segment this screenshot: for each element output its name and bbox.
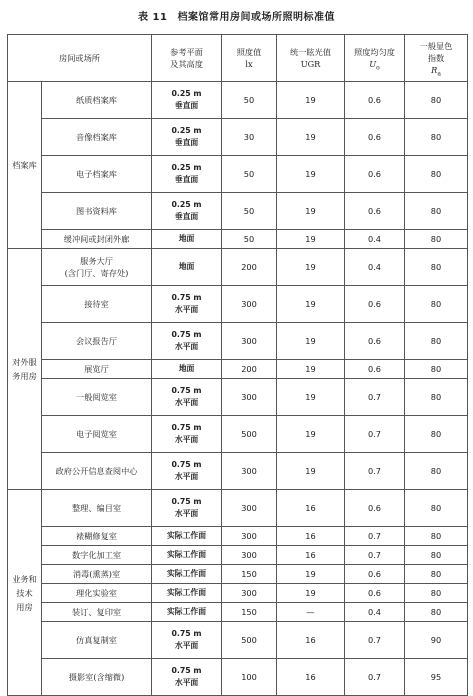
room-name: 音像档案库 — [76, 132, 117, 142]
table-row — [8, 119, 468, 156]
cri-cell: 80 — [405, 249, 468, 286]
ugr-cell: 19 — [277, 416, 345, 453]
reference-plane-text: 垂直面 — [174, 101, 199, 110]
ugr-cell: 16 — [277, 546, 345, 565]
ugr-cell: 19 — [277, 119, 345, 156]
reference-plane-text: 垂直面 — [174, 138, 199, 147]
group-label-line: 业务和 — [12, 573, 37, 584]
reference-plane-text: 实际工作面 — [167, 531, 206, 540]
reference-plane-text: 水平面 — [174, 509, 199, 518]
reference-plane-cell — [152, 119, 222, 156]
cri-cell: 80 — [405, 193, 468, 230]
room-cell — [42, 584, 152, 603]
reference-plane-cell — [152, 379, 222, 416]
uniformity-cell: 0.6 — [345, 286, 405, 323]
header-cri — [405, 35, 468, 82]
group-label — [8, 249, 42, 490]
reference-plane-text: 地面 — [178, 234, 195, 243]
room-cell — [42, 193, 152, 230]
illuminance-cell: 200 — [222, 360, 277, 379]
table-row — [8, 193, 468, 230]
room-name: 服务大厅 — [80, 256, 113, 266]
room-cell — [42, 659, 152, 696]
reference-plane-text: 水平面 — [174, 398, 199, 407]
reference-plane-cell — [152, 603, 222, 622]
reference-plane-cell — [152, 546, 222, 565]
table-row — [8, 584, 468, 603]
room-cell — [42, 546, 152, 565]
reference-plane-text: 0.25 m — [171, 163, 202, 172]
illuminance-cell: 300 — [222, 546, 277, 565]
room-cell — [42, 230, 152, 249]
reference-plane-cell — [152, 490, 222, 527]
lighting-standard-table — [7, 34, 468, 696]
header-uniformity-symbol: U — [369, 59, 377, 69]
illuminance-cell: 100 — [222, 659, 277, 696]
room-cell — [42, 490, 152, 527]
reference-plane-text: 0.75 m — [171, 330, 202, 339]
uniformity-cell: 0.6 — [345, 193, 405, 230]
uniformity-cell: 0.6 — [345, 119, 405, 156]
group-label — [8, 82, 42, 249]
group-label-line: 用房 — [16, 601, 33, 612]
table-number: 表 11 — [138, 12, 168, 23]
illuminance-cell: 200 — [222, 249, 277, 286]
illuminance-cell: 50 — [222, 230, 277, 249]
cri-cell: 80 — [405, 230, 468, 249]
reference-plane-cell — [152, 286, 222, 323]
ugr-cell: 19 — [277, 584, 345, 603]
cri-cell: 95 — [405, 659, 468, 696]
room-cell — [42, 82, 152, 119]
header-ugr — [277, 35, 345, 82]
room-cell — [42, 379, 152, 416]
room-name: 数字化加工室 — [71, 550, 122, 560]
header-cri-symbol: R — [431, 65, 438, 75]
reference-plane-text: 0.75 m — [171, 293, 202, 302]
cri-cell: 80 — [405, 527, 468, 546]
group-label — [8, 490, 42, 696]
reference-plane-cell — [152, 193, 222, 230]
table-row — [8, 565, 468, 584]
room-name: 理化实验室 — [76, 588, 117, 598]
illuminance-cell: 50 — [222, 156, 277, 193]
illuminance-cell: 300 — [222, 323, 277, 360]
table-row — [8, 379, 468, 416]
cri-cell: 80 — [405, 286, 468, 323]
reference-plane-text: 0.25 m — [171, 200, 202, 209]
room-name: 会议报告厅 — [76, 336, 117, 346]
reference-plane-text: 地面 — [178, 364, 195, 373]
room-cell — [42, 119, 152, 156]
cri-cell: 80 — [405, 416, 468, 453]
room-name: 图书资料库 — [76, 206, 117, 216]
header-lux-unit: lx — [245, 59, 253, 69]
reference-plane-text: 0.25 m — [171, 126, 202, 135]
room-cell — [42, 416, 152, 453]
room-cell — [42, 453, 152, 490]
ugr-cell: 19 — [277, 323, 345, 360]
reference-plane-text: 0.75 m — [171, 497, 202, 506]
uniformity-cell: 0.7 — [345, 379, 405, 416]
cri-cell: 80 — [405, 603, 468, 622]
illuminance-cell: 50 — [222, 193, 277, 230]
reference-plane-text: 水平面 — [174, 472, 199, 481]
room-name: 摄影室(含缩微) — [68, 672, 125, 682]
uniformity-cell: 0.6 — [345, 565, 405, 584]
illuminance-cell: 300 — [222, 453, 277, 490]
illuminance-cell: 150 — [222, 565, 277, 584]
reference-plane-text: 水平面 — [174, 641, 199, 650]
header-row — [8, 35, 468, 82]
group-label-line: 档案库 — [12, 160, 37, 170]
table-row — [8, 156, 468, 193]
room-name: 装订、复印室 — [71, 607, 122, 617]
ugr-cell: — — [277, 603, 345, 622]
table-row — [8, 622, 468, 659]
reference-plane-cell — [152, 323, 222, 360]
header-uniformity-sub: o — [376, 64, 380, 72]
reference-plane-text: 水平面 — [174, 435, 199, 444]
reference-plane-text: 0.25 m — [171, 89, 202, 98]
reference-plane-text: 垂直面 — [174, 212, 199, 221]
cri-cell: 80 — [405, 565, 468, 584]
cri-cell: 80 — [405, 453, 468, 490]
cri-cell: 80 — [405, 360, 468, 379]
table-row — [8, 453, 468, 490]
uniformity-cell: 0.6 — [345, 490, 405, 527]
table-caption — [0, 8, 473, 23]
room-cell — [42, 527, 152, 546]
header-illuminance — [222, 35, 277, 82]
uniformity-cell: 0.4 — [345, 603, 405, 622]
room-name: 电子阅览室 — [76, 429, 117, 439]
reference-plane-cell — [152, 230, 222, 249]
uniformity-cell: 0.6 — [345, 360, 405, 379]
illuminance-cell: 500 — [222, 416, 277, 453]
ugr-cell: 19 — [277, 156, 345, 193]
reference-plane-cell — [152, 584, 222, 603]
room-name: 整理、编目室 — [71, 503, 122, 513]
room-cell — [42, 603, 152, 622]
header-lux-line1: 照度值 — [236, 47, 262, 57]
reference-plane-text: 0.75 m — [171, 460, 202, 469]
reference-plane-cell — [152, 565, 222, 584]
reference-plane-cell — [152, 156, 222, 193]
header-cri-line2: 指数 — [427, 53, 445, 63]
ugr-cell: 16 — [277, 622, 345, 659]
header-ref-plane-line1: 参考平面 — [170, 47, 203, 57]
table-title: 档案馆常用房间或场所照明标准值 — [177, 12, 335, 23]
illuminance-cell: 300 — [222, 584, 277, 603]
header-ugr-line2: UGR — [300, 59, 321, 69]
cri-cell: 80 — [405, 490, 468, 527]
cri-cell: 80 — [405, 82, 468, 119]
table-row — [8, 659, 468, 696]
room-name: 电子档案库 — [76, 169, 117, 179]
uniformity-cell: 0.4 — [345, 230, 405, 249]
reference-plane-text: 水平面 — [174, 305, 199, 314]
uniformity-cell: 0.6 — [345, 156, 405, 193]
uniformity-cell: 0.4 — [345, 249, 405, 286]
uniformity-cell: 0.7 — [345, 527, 405, 546]
room-cell — [42, 286, 152, 323]
ugr-cell: 19 — [277, 193, 345, 230]
reference-plane-text: 0.75 m — [171, 629, 202, 638]
table-row — [8, 323, 468, 360]
cri-cell: 80 — [405, 156, 468, 193]
header-uniformity-line1: 照度均匀度 — [354, 47, 395, 57]
ugr-cell: 19 — [277, 565, 345, 584]
header-ref-plane-line2: 及其高度 — [170, 59, 203, 69]
cri-cell: 80 — [405, 119, 468, 156]
table-row — [8, 416, 468, 453]
room-cell — [42, 565, 152, 584]
reference-plane-text: 实际工作面 — [167, 588, 206, 597]
cri-cell: 90 — [405, 622, 468, 659]
reference-plane-text: 垂直面 — [174, 175, 199, 184]
illuminance-cell: 150 — [222, 603, 277, 622]
table-row — [8, 527, 468, 546]
cri-cell: 80 — [405, 546, 468, 565]
reference-plane-cell — [152, 453, 222, 490]
table-row — [8, 546, 468, 565]
group-label-line: 对外服 — [12, 357, 37, 367]
ugr-cell: 19 — [277, 286, 345, 323]
table-row — [8, 249, 468, 286]
ugr-cell: 19 — [277, 230, 345, 249]
reference-plane-text: 地面 — [178, 262, 195, 271]
room-name: 展览厅 — [84, 364, 109, 374]
reference-plane-text: 0.75 m — [171, 666, 202, 675]
table-body — [8, 82, 468, 696]
uniformity-cell: 0.7 — [345, 659, 405, 696]
illuminance-cell: 30 — [222, 119, 277, 156]
illuminance-cell: 50 — [222, 82, 277, 119]
reference-plane-text: 水平面 — [174, 342, 199, 351]
reference-plane-cell — [152, 82, 222, 119]
table-row — [8, 603, 468, 622]
cri-cell: 80 — [405, 323, 468, 360]
room-cell — [42, 323, 152, 360]
room-cell — [42, 156, 152, 193]
table-row — [8, 286, 468, 323]
illuminance-cell: 300 — [222, 490, 277, 527]
room-cell — [42, 249, 152, 286]
reference-plane-cell — [152, 622, 222, 659]
illuminance-cell: 300 — [222, 379, 277, 416]
ugr-cell: 19 — [277, 453, 345, 490]
ugr-cell: 16 — [277, 659, 345, 696]
header-cri-sub: a — [437, 70, 441, 78]
reference-plane-text: 实际工作面 — [167, 607, 206, 616]
room-name: (含门厅、寄存处) — [64, 268, 129, 278]
reference-plane-text: 0.75 m — [171, 386, 202, 395]
room-name: 一般阅览室 — [76, 392, 117, 402]
illuminance-cell: 500 — [222, 622, 277, 659]
uniformity-cell: 0.7 — [345, 546, 405, 565]
ugr-cell: 19 — [277, 249, 345, 286]
illuminance-cell: 300 — [222, 286, 277, 323]
reference-plane-cell — [152, 360, 222, 379]
room-name: 政府公开信息查阅中心 — [55, 466, 138, 476]
uniformity-cell: 0.7 — [345, 453, 405, 490]
cri-cell: 80 — [405, 584, 468, 603]
table-row — [8, 490, 468, 527]
room-name: 纸质档案库 — [76, 95, 117, 105]
reference-plane-text: 水平面 — [174, 678, 199, 687]
illuminance-cell: 300 — [222, 527, 277, 546]
header-ugr-line1: 统一眩光值 — [290, 47, 331, 57]
room-name: 缓冲间或封闭外廊 — [63, 234, 130, 244]
reference-plane-cell — [152, 659, 222, 696]
table-row — [8, 82, 468, 119]
ugr-cell: 16 — [277, 527, 345, 546]
uniformity-cell: 0.6 — [345, 584, 405, 603]
uniformity-cell: 0.6 — [345, 82, 405, 119]
room-name: 消毒(熏蒸)室 — [72, 569, 121, 579]
ugr-cell: 19 — [277, 360, 345, 379]
room-name: 裱糊修复室 — [76, 531, 117, 541]
group-label-line: 技术 — [16, 587, 33, 598]
reference-plane-text: 实际工作面 — [167, 550, 206, 559]
room-name: 接待室 — [84, 299, 109, 309]
reference-plane-text: 0.75 m — [171, 423, 202, 432]
reference-plane-cell — [152, 249, 222, 286]
uniformity-cell: 0.6 — [345, 323, 405, 360]
reference-plane-cell — [152, 416, 222, 453]
uniformity-cell: 0.7 — [345, 416, 405, 453]
header-reference-plane — [152, 35, 222, 82]
room-name: 仿真复制室 — [76, 635, 117, 645]
header-room: 房间或场所 — [8, 35, 152, 82]
group-label-line: 务用房 — [12, 371, 37, 381]
table-row — [8, 360, 468, 379]
ugr-cell: 16 — [277, 490, 345, 527]
uniformity-cell: 0.7 — [345, 622, 405, 659]
room-cell — [42, 360, 152, 379]
header-uniformity — [345, 35, 405, 82]
room-cell — [42, 622, 152, 659]
table-row — [8, 230, 468, 249]
reference-plane-cell — [152, 527, 222, 546]
cri-cell: 80 — [405, 379, 468, 416]
ugr-cell: 19 — [277, 379, 345, 416]
ugr-cell: 19 — [277, 82, 345, 119]
reference-plane-text: 实际工作面 — [167, 569, 206, 578]
header-cri-line1: 一般显色 — [419, 41, 453, 51]
